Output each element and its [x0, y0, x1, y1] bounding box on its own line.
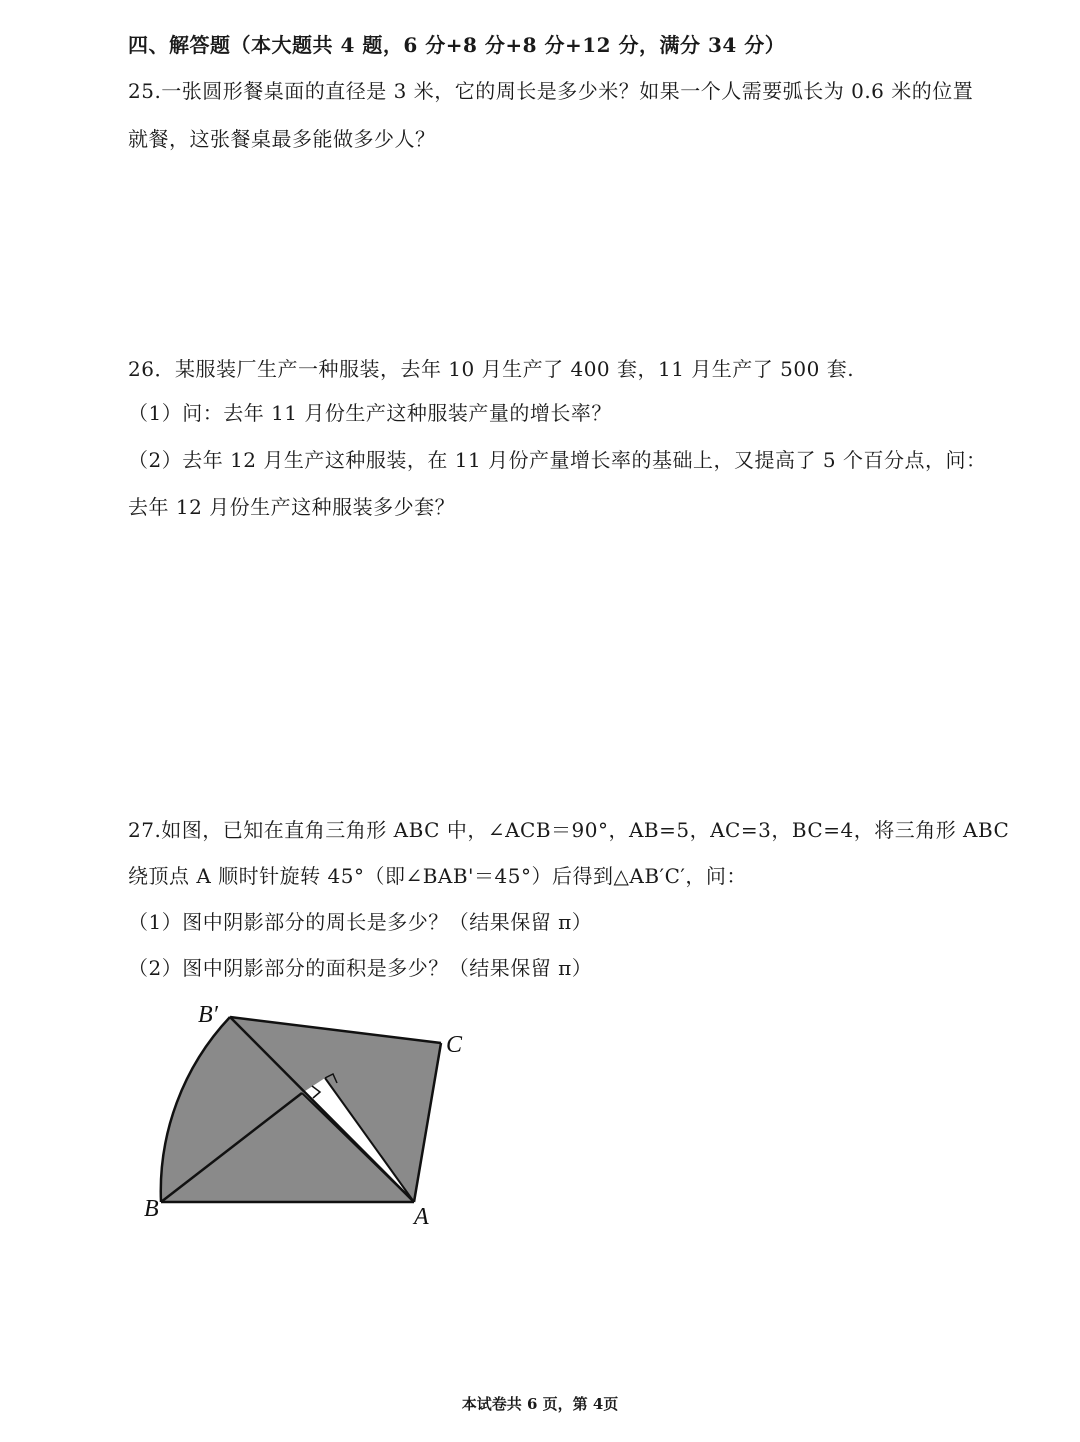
label-b: B: [144, 1196, 159, 1222]
q25-line-1: 25.一张圆形餐桌面的直径是 3 米，它的周长是多少米？如果一个人需要弧长为 0.6 米的位置: [128, 79, 974, 103]
rotated-triangle-figure: [130, 992, 490, 1232]
label-a: A: [414, 1204, 429, 1230]
shaded-region: [161, 1017, 441, 1202]
q26-part-1: （1）问：去年 11 月份生产这种服装产量的增长率？: [128, 401, 612, 425]
q26-stem: 26．某服装厂生产一种服装，去年 10 月生产了 400 套，11 月生产了 500 套.: [128, 357, 855, 381]
q27-part-2: （2）图中阴影部分的面积是多少？（结果保留 π）: [128, 956, 593, 980]
q27-line-2: 绕顶点 A 顺时针旋转 45°（即∠BAB'＝45°）后得到△AB′C′，问：: [128, 864, 747, 888]
q26-part-2-line-2: 去年 12 月份生产这种服装多少套？: [128, 495, 456, 519]
q26-part-2-line-1: （2）去年 12 月生产这种服装，在 11 月份产量增长率的基础上，又提高了 5 个百分点，问：: [128, 448, 987, 472]
q25-line-2: 就餐，这张餐桌最多能做多少人？: [128, 127, 436, 151]
section-heading: 四、解答题（本大题共 4 题，6 分+8 分+8 分+12 分，满分 34 分）: [128, 33, 786, 57]
label-b-prime: B′: [198, 1002, 218, 1028]
page-footer: 本试卷共 6 页，第 4页: [461, 1395, 619, 1413]
q27-line-1: 27.如图，已知在直角三角形 ABC 中，∠ACB＝90°，AB=5，AC=3，BC=4，将三角形 ABC: [128, 818, 1010, 842]
label-c: C: [446, 1032, 463, 1058]
q27-part-1: （1）图中阴影部分的周长是多少？（结果保留 π）: [128, 910, 593, 934]
